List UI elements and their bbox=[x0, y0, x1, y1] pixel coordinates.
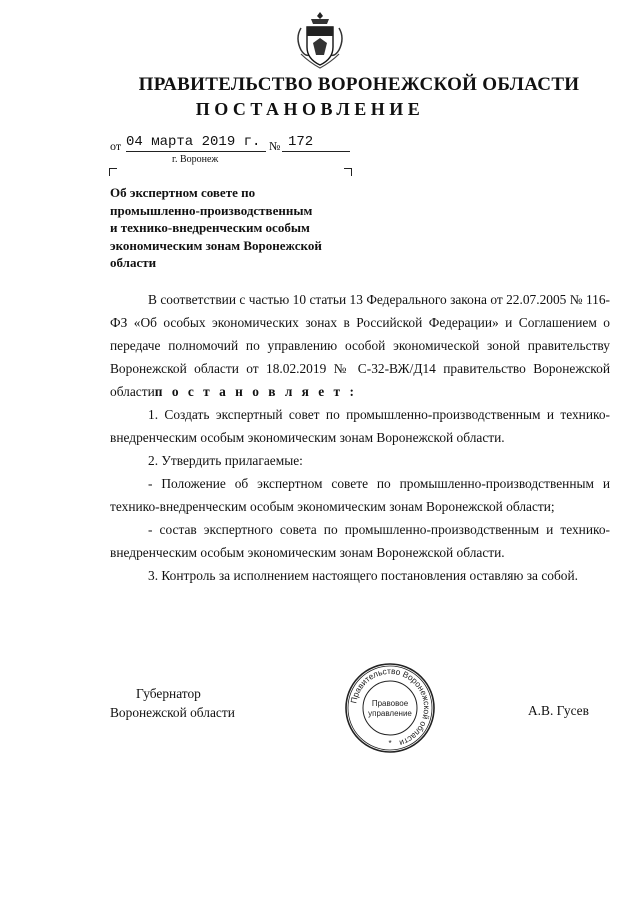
stamp-center-line1: Правовое bbox=[371, 699, 409, 708]
subject-corner-right bbox=[344, 168, 352, 176]
subject-line: промышленно-производственным bbox=[110, 202, 313, 218]
stamp-center-line2: управление bbox=[368, 709, 412, 718]
organization-name: ПРАВИТЕЛЬСТВО ВОРОНЕЖСКОЙ ОБЛАСТИ bbox=[138, 74, 580, 95]
stamp-star-icon: * bbox=[388, 739, 392, 748]
preamble-text: В соответствии с частью 10 статьи 13 Федерального закона от 22.07.2005 № 116-ФЗ «Об особых экономических зонах в Российской Федерации» и Соглашением о передаче полномочий по управлению особой экономической зоной правительству Воронежской области от 18.02.2019 № С-32-ВЖ/Д14 правительство Воронежской области bbox=[110, 292, 610, 399]
stamp-ring-text: Правительство Воронежской области bbox=[348, 665, 433, 749]
document-subject bbox=[110, 184, 370, 272]
subject-line: области bbox=[110, 255, 157, 270]
subject-line: экономическим зонам Воронежской bbox=[110, 237, 322, 253]
preamble-paragraph bbox=[110, 288, 610, 403]
document-body bbox=[110, 288, 610, 587]
document-city: г. Воронеж bbox=[172, 154, 219, 165]
official-stamp bbox=[344, 662, 436, 754]
document-meta bbox=[110, 134, 370, 174]
decree-item: 3. Контроль за исполнением настоящего постановления оставляю за собой. bbox=[148, 568, 579, 583]
signatory-title-line2: Воронежской области bbox=[110, 705, 235, 720]
decree-word: п о с т а н о в л я е т : bbox=[154, 384, 357, 399]
decree-item: - состав экспертного совета по промышленно-производственным и технико-внедренческим особым экономическим зонам Воронежской области. bbox=[110, 522, 610, 560]
subject-line: Об экспертном совете по bbox=[110, 185, 256, 200]
document-type: ПОСТАНОВЛЕНИЕ bbox=[195, 99, 425, 119]
decree-item: 2. Утвердить прилагаемые: bbox=[148, 453, 303, 468]
coat-of-arms-emblem bbox=[293, 10, 347, 72]
signatory-title-line1: Губернатор bbox=[136, 686, 201, 701]
decree-item: - Положение об экспертном совете по промышленно-производственным и технико-внедренческим особым экономическим зонам Воронежской области; bbox=[110, 476, 610, 514]
signatory-name: А.В. Гусев bbox=[528, 703, 589, 718]
signatory-title bbox=[110, 684, 260, 722]
decree-item: 1. Создать экспертный совет по промышленно-производственным и технико-внедренческим особым экономическим зонам Воронежской области. bbox=[110, 407, 610, 445]
subject-corner-left bbox=[109, 168, 117, 176]
document-number: 172 bbox=[282, 134, 350, 152]
number-prefix: № bbox=[269, 139, 281, 153]
subject-line: и технико-внедренческим особым bbox=[110, 220, 310, 235]
date-prefix: от bbox=[110, 139, 122, 153]
document-date: 04 марта 2019 г. bbox=[126, 134, 266, 152]
